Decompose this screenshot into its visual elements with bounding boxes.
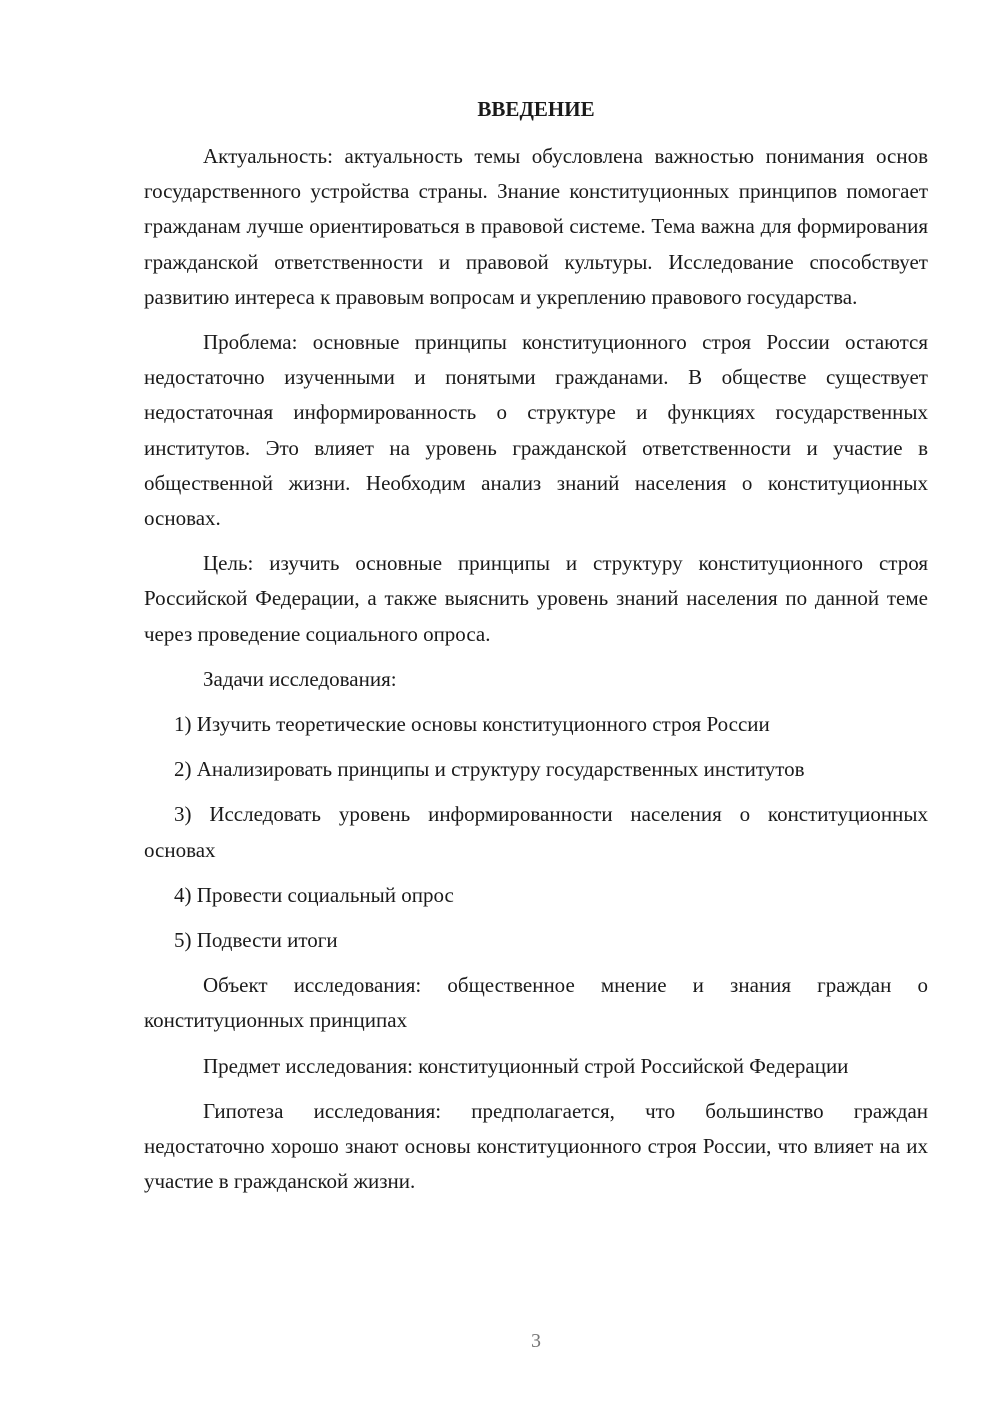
task-item-4: 4) Провести социальный опрос	[174, 882, 454, 907]
paragraph-hypothesis: Гипотеза исследования: предполагается, что большинство граждан недостаточно хорошо знают основы конституционного строя России, что влияет на их участие в гражданской жизни.	[144, 1098, 928, 1194]
paragraph-goal: Цель: изучить основные принципы и структуру конституционного строя Российской Федерации, а также выяснить уровень знаний населения по данной теме через проведение социального опроса.	[144, 551, 928, 646]
paragraph-object: Объект исследования: общественное мнение и знания граждан о конституционных принципах	[144, 973, 928, 1033]
page-content	[144, 92, 928, 1199]
task-item-2: 2) Анализировать принципы и структуру государственных институтов	[174, 757, 805, 782]
paragraph-relevance: Актуальность: актуальность темы обусловлена важностью понимания основ государственного устройства страны. Знание конституционных принципов помогает гражданам лучше ориентироваться в правовой системе. Тема важна для формирования гражданской ответственности и правовой культуры. Исследование способствует развитию интереса к правовым вопросам и укреплению правового государства.	[144, 144, 928, 309]
task-item-5: 5) Подвести итоги	[174, 928, 338, 953]
section-heading: ВВЕДЕНИЕ	[477, 97, 595, 121]
task-item-1: 1) Изучить теоретические основы конституционного строя России	[174, 712, 770, 737]
tasks-title: Задачи исследования:	[203, 666, 397, 691]
page-number: 3	[531, 1330, 541, 1352]
paragraph-problem: Проблема: основные принципы конституционного строя России остаются недостаточно изученными и понятыми гражданами. В обществе существует недостаточная информированность о структуре и функциях государственных институтов. Это влияет на уровень гражданской ответственности и участие в общественной жизни. Необходим анализ знаний населения о конституционных основах.	[144, 330, 928, 531]
task-item-3: 3) Исследовать уровень информированности населения о конституционных основах	[144, 802, 928, 862]
paragraph-subject: Предмет исследования: конституционный строй Российской Федерации	[203, 1053, 849, 1078]
